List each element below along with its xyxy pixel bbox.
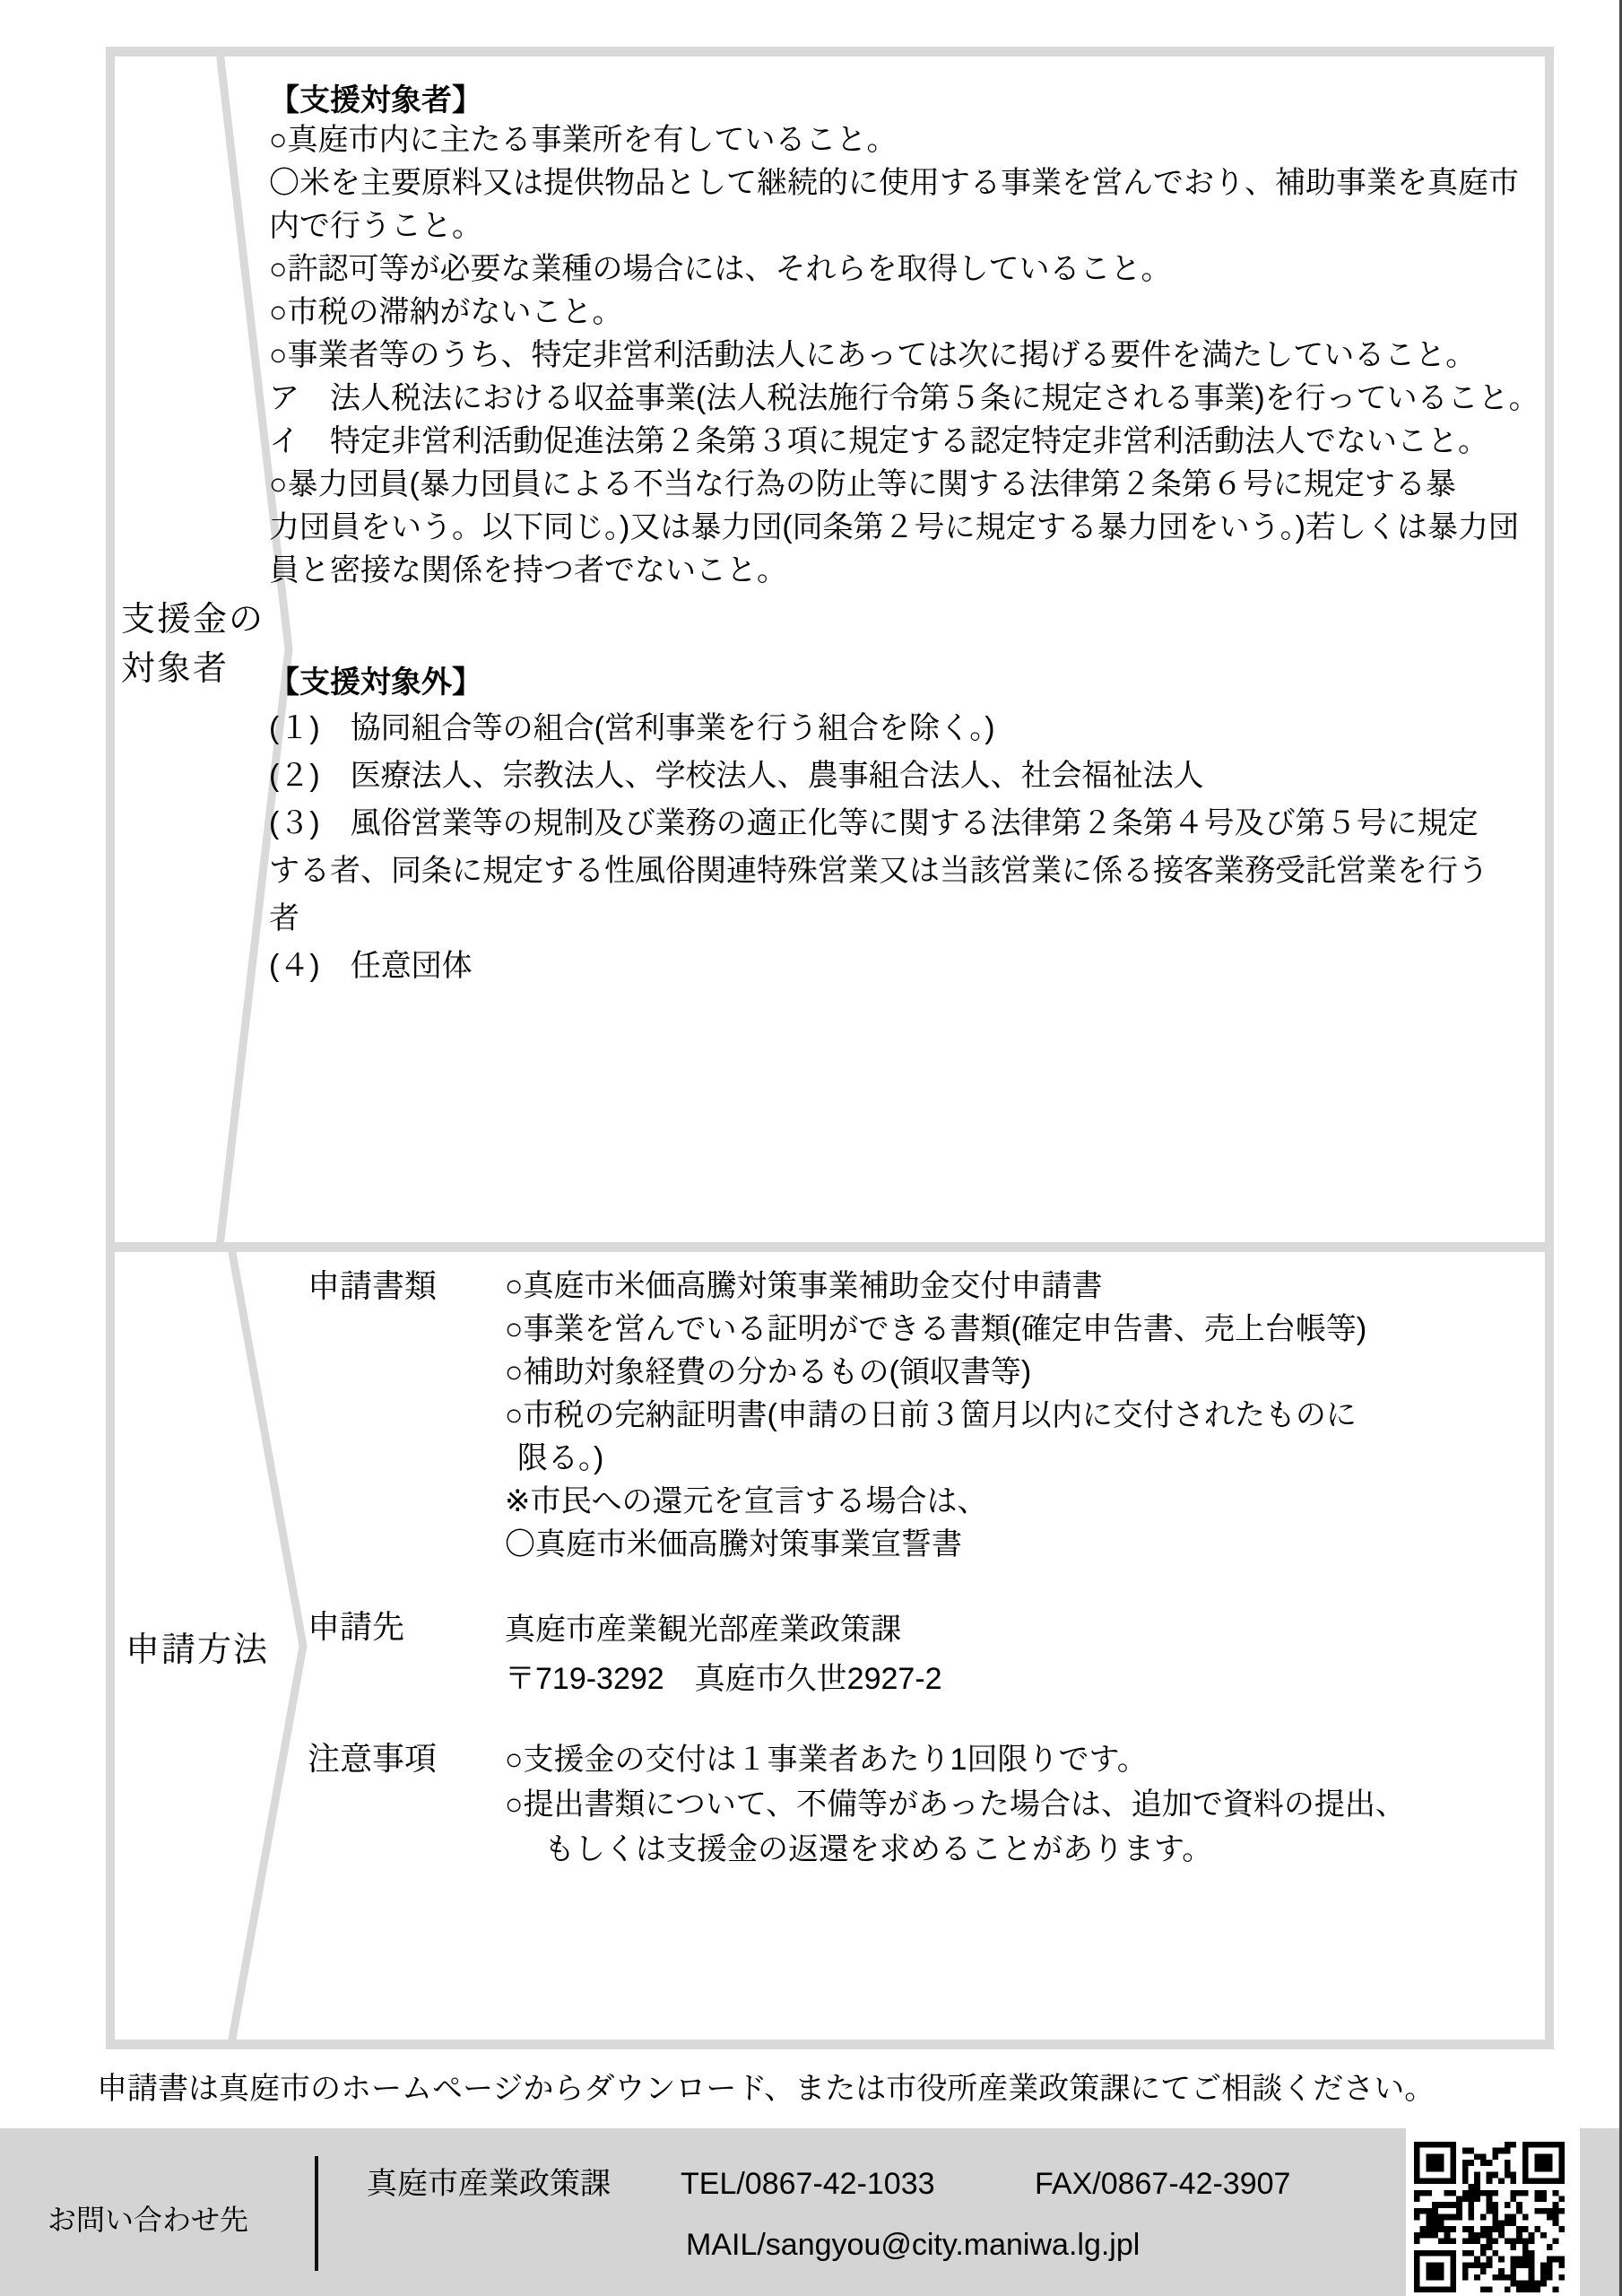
text-line: 〇米を主要原料又は提供物品として継続的に使用する事業を営んでおり、補助事業を真庭市	[269, 166, 1519, 200]
text-line: ○提出書類について、不備等があった場合は、追加で資料の提出、	[505, 1787, 1406, 1822]
text-line: ○許認可等が必要な業種の場合には、それらを取得していること。	[269, 252, 1172, 286]
text-line: (１) 協同組合等の組合(営利事業を行う組合を除く。)	[269, 711, 995, 745]
text-line: ○市税の完納証明書(申請の日前３箇月以内に交付されたものに	[505, 1398, 1357, 1432]
documents-lines	[505, 1265, 1366, 1566]
destination-lines	[505, 1605, 942, 1704]
text-line: (３) 風俗営業等の規制及び業務の適正化等に関する法律第２条第４号及び第５号に規定	[269, 806, 1479, 840]
text-line: 員と密接な関係を持つ者でないこと。	[269, 553, 787, 587]
text-line: ※市民への還元を宣言する場合は、	[505, 1484, 988, 1518]
text-line: (２) 医療法人、宗教法人、学校法人、農事組合法人、社会福祉法人	[269, 759, 1204, 793]
text-line: ○事業を営んでいる証明ができる書類(確定申告書、売上台帳等)	[505, 1312, 1367, 1346]
text-line: 限る。)	[517, 1441, 604, 1475]
footer-divider	[315, 2156, 318, 2271]
footer-department: 真庭市産業政策課	[367, 2167, 611, 2201]
text-line: ○事業者等のうち、特定非営利活動法人にあっては次に掲げる要件を満たしていること。	[269, 338, 1477, 372]
text-line: ○真庭市内に主たる事業所を有していること。	[269, 123, 898, 157]
row2-header-cell: 申請方法	[126, 1631, 270, 1669]
text-line: 〒719-3292 真庭市久世2927-2	[505, 1662, 942, 1696]
row1-label-line: 支援金の	[121, 601, 265, 639]
qr-code-icon	[1413, 2142, 1566, 2292]
text-line: ○真庭市米価高騰対策事業補助金交付申請書	[505, 1269, 1103, 1303]
footer-fax: FAX/0867-42-3907	[1035, 2167, 1291, 2201]
notes-lines	[505, 1737, 1406, 1872]
text-line: ○支援金の交付は１事業者あたり1回限りです。	[505, 1743, 1148, 1777]
footer-tel: TEL/0867-42-1033	[681, 2167, 935, 2201]
excluded-section-lines	[269, 705, 1488, 990]
row1-header-cell	[121, 596, 265, 694]
text-line: ○暴力団員(暴力団員による不当な行為の防止等に関する法律第２条第６号に規定する暴	[269, 467, 1456, 501]
text-line: ○市税の滞納がないこと。	[269, 295, 623, 329]
text-line: ア 法人税法における収益事業(法人税法施行令第５条に規定される事業)を行っていること。	[269, 381, 1540, 415]
destination-label: 申請先	[308, 1608, 405, 1645]
text-line: 力団員をいう。以下同じ。)又は暴力団(同条第２号に規定する暴力団をいう。)若しくは暴力団	[269, 510, 1519, 544]
footer-mail: MAIL/sangyou@city.maniwa.lg.jpl	[686, 2228, 1141, 2262]
row1-label-line: 対象者	[121, 650, 230, 688]
text-line: ○補助対象経費の分かるもの(領収書等)	[505, 1355, 1032, 1389]
excluded-section-title: 【支援対象外】	[269, 665, 482, 700]
text-line: 者	[269, 901, 299, 935]
contact-label: お問い合わせ先	[48, 2204, 249, 2236]
notes-label: 注意事項	[308, 1740, 438, 1777]
download-note: 申請書は真庭市のホームページからダウンロード、または市役所産業政策課にてご相談ください。	[97, 2072, 1436, 2106]
text-line: イ 特定非営利活動促進法第２条第３項に規定する認定特定非営利活動法人でないこと。	[269, 424, 1488, 458]
text-line: (４) 任意団体	[269, 949, 473, 983]
text-line: する者、同条に規定する性風俗関連特殊営業又は当該営業に係る接客業務受託営業を行う	[269, 854, 1488, 888]
text-line: もしくは支援金の返還を求めることがあります。	[544, 1832, 1213, 1866]
text-line: 真庭市産業観光部産業政策課	[505, 1613, 901, 1647]
text-line: 〇真庭市米価高騰対策事業宣誓書	[505, 1527, 962, 1561]
included-section-title: 【支援対象者】	[269, 83, 482, 117]
included-section-lines	[269, 118, 1540, 592]
text-line: 内で行うこと。	[269, 209, 482, 243]
documents-label: 申請書類	[308, 1267, 438, 1304]
